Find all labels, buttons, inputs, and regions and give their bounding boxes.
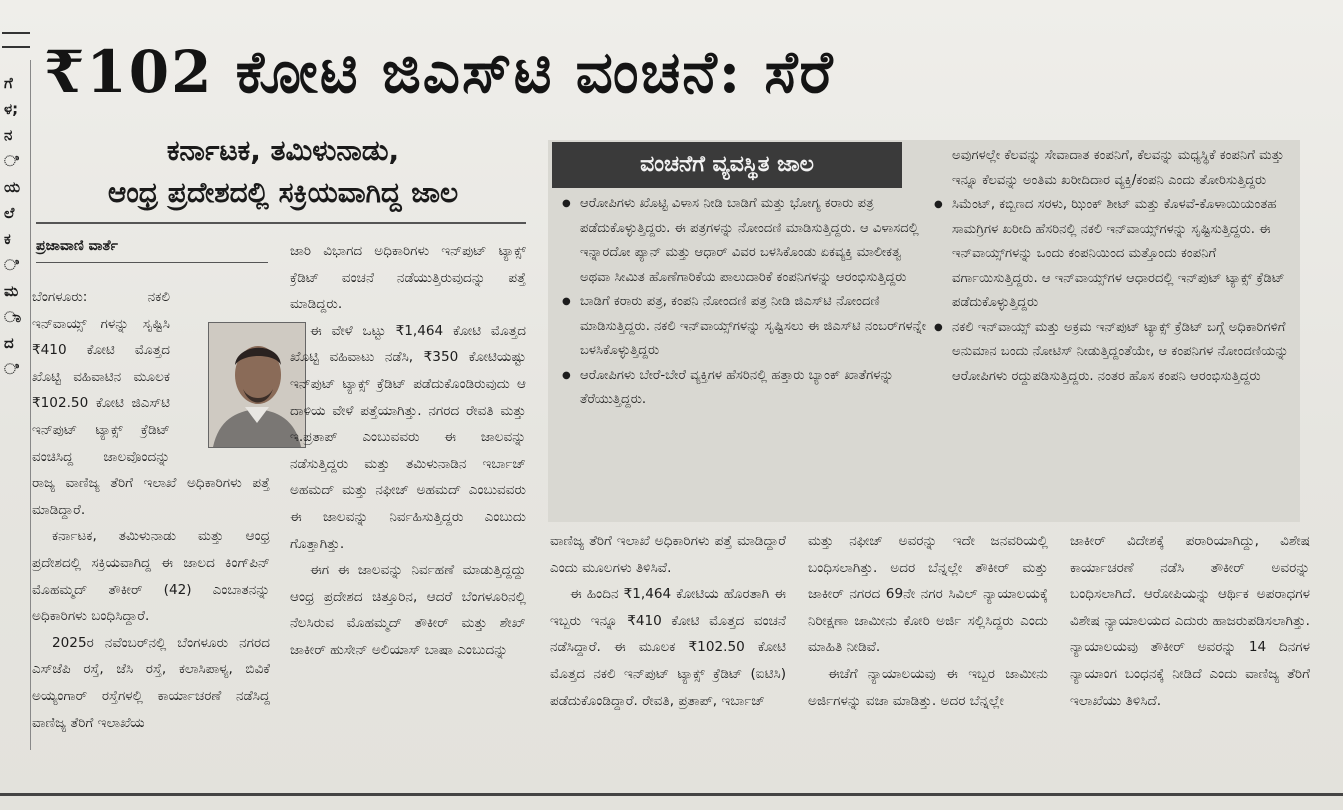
column-divider-lines	[2, 32, 30, 48]
col2-paragraph-3: ಈಗ ಈ ಜಾಲವನ್ನು ನಿರ್ವಹಣೆ ಮಾಡುತ್ತಿದ್ದದ್ದು ಆಂಧ್ರ ಪ್ರದೇಶದ ಚಿತ್ತೂರಿನ, ಆದರೆ ಬೆಂಗಳೂರಿನಲ್ಲಿ ನೆಲಸಿರುವ ಮೊಹಮ್ಮದ್ ತೌಕೀರ್ ಮತ್ತು ಶೇಖ್ ಜಾಕೀರ್ ಹುಸೇನ್ ಅಲಿಯಾಸ್ ಬಾಷಾ ಎಂಬುದನ್ನು	[290, 562, 526, 658]
col3-paragraph-2: ಈ ಹಿಂದಿನ ₹1,464 ಕೋಟಿಯ ಹೊರತಾಗಿ ಈ ಇಬ್ಬರು ಇನ್ನೂ ₹410 ಕೋಟಿ ಮೊತ್ತದ ವಂಚನೆ ನಡೆಸಿದ್ದಾರೆ. ಈ ಮೂಲಕ ₹102.50 ಕೋಟಿ ಮೊತ್ತದ ನಕಲಿ ಇನ್‌ಪುಟ್ ಟ್ಯಾಕ್ಸ್ ಕ್ರೆಡಿಟ್ (ಐಟಿಸಿ) ಪಡೆದುಕೊಂಡಿದ್ದಾರೆ. ರೇವತಿ, ಪ್ರತಾಪ್, ಇರ್ಬಾಜ್	[550, 586, 786, 709]
col3-paragraph-1: ವಾಣಿಜ್ಯ ತೆರಿಗೆ ಇಲಾಖೆ ಅಧಿಕಾರಿಗಳು ಪತ್ತೆ ಮಾಡಿದ್ದಾರೆ ಎಂದು ಮೂಲಗಳು ತಿಳಿಸಿವೆ.	[550, 533, 786, 576]
info-box-column-1	[560, 192, 930, 512]
info-box-bullet: ● ಆರೋಪಿಗಳು ಬೇರೆ-ಬೇರೆ ವ್ಯಕ್ತಿಗಳ ಹೆಸರಿನಲ್ಲಿ ಹತ್ತಾರು ಬ್ಯಾಂಕ್ ಖಾತೆಗಳನ್ನು ತೆರೆಯುತ್ತಿದ್ದರು.	[560, 364, 930, 413]
strip-fragment: ಗೆ	[4, 74, 13, 92]
strip-fragment: ಾ	[4, 308, 22, 326]
page-bottom-rule	[0, 793, 1343, 796]
strip-fragment: ದ	[4, 334, 14, 352]
info-box-title: ವಂಚನೆಗೆ ವ್ಯವಸ್ಥಿತ ಜಾಲ	[552, 142, 902, 188]
col5-paragraph-1: ಜಾಕೀರ್ ವಿದೇಶಕ್ಕೆ ಪರಾರಿಯಾಗಿದ್ದು, ವಿಶೇಷ ಕಾರ್ಯಾಚರಣೆ ನಡೆಸಿ ತೌಕೀರ್ ಅವರನ್ನು ಬಂಧಿಸಲಾಗಿದೆ. ಆರೋಪಿಯನ್ನು ಆರ್ಥಿಕ ಅಪರಾಧಗಳ ವಿಶೇಷ ನ್ಯಾಯಾಲಯದ ಎದುರು ಹಾಜರುಪಡಿಸಲಾಗಿತ್ತು. ನ್ಯಾಯಾಲಯವು ತೌಕೀರ್ ಅವರನ್ನು 14 ದಿನಗಳ ನ್ಯಾಯಾಂಗ ಬಂಧನಕ್ಕೆ ನೀಡಿದೆ ಎಂದು ವಾಣಿಜ್ಯ ತೆರಿಗೆ ಇಲಾಖೆಯು ತಿಳಿಸಿದೆ.	[1070, 533, 1310, 709]
subheadline	[40, 130, 526, 214]
strip-fragment: ನ	[4, 126, 13, 144]
article-column-3	[550, 528, 786, 778]
info-box-column-2	[932, 144, 1292, 516]
subheadline-line-2: ಆಂಧ್ರ ಪ್ರದೇಶದಲ್ಲಿ ಸಕ್ರಿಯವಾಗಿದ್ದ ಜಾಲ	[107, 176, 459, 209]
info-box-bullet: ● ಸಿಮೆಂಟ್, ಕಬ್ಬಿಣದ ಸರಳು, ಝಿಂಕ್ ಶೀಟ್ ಮತ್ತು ಕೊಳವೆ-ಕೊಳಾಯಿಯಂತಹ ಸಾಮಗ್ರಿಗಳ ಖರೀದಿ ಹೆಸರಿನಲ್ಲಿ ನಕಲಿ ಇನ್‌ವಾಯ್ಸ್‌ಗಳನ್ನು ಸೃಷ್ಟಿಸುತ್ತಿದ್ದರು. ಈ ಇನ್‌ವಾಯ್ಸ್‌ಗಳನ್ನು ಒಂದು ಕಂಪನಿಯಿಂದ ಮತ್ತೊಂದು ಕಂಪನಿಗೆ ವರ್ಗಾಯಿಸುತ್ತಿದ್ದರು. ಆ ಇನ್‌ವಾಯ್ಸ್‌ಗಳ ಆಧಾರದಲ್ಲಿ ಇನ್‌ಪುಟ್ ಟ್ಯಾಕ್ಸ್ ಕ್ರೆಡಿಟ್ ಪಡೆದುಕೊಳ್ಳುತ್ತಿದ್ದರು	[932, 193, 1292, 316]
col1-paragraph-2: ಕರ್ನಾಟಕ, ತಮಿಳುನಾಡು ಮತ್ತು ಆಂಧ್ರ ಪ್ರದೇಶದಲ್ಲಿ ಸಕ್ರಿಯವಾಗಿದ್ದ ಈ ಜಾಲದ ಕಿಂಗ್‌ಪಿನ್ ಮೊಹಮ್ಮದ್ ತೌಕೀರ್ (42) ಎಂಬಾತನನ್ನು ಅಧಿಕಾರಿಗಳು ಬಂಧಿಸಿದ್ದಾರೆ.	[32, 528, 270, 625]
col1-paragraph-3: 2025ರ ನವೆಂಬರ್‌ನಲ್ಲಿ ಬೆಂಗಳೂರು ನಗರದ ಎಸ್‌ಜೆಪಿ ರಸ್ತೆ, ಜೆಸಿ ರಸ್ತೆ, ಕಲಾಸಿಪಾಳ್ಯ, ಬಿವಿಕೆ ಅಯ್ಯಂಗಾರ್ ರಸ್ತೆಗಳಲ್ಲಿ ಕಾರ್ಯಾಚರಣೆ ನಡೆಸಿದ್ದ ವಾಣಿಜ್ಯ ತೆರಿಗೆ ಇಲಾಖೆಯ	[32, 634, 270, 731]
headline: ₹102 ಕೋಟಿ ಜಿಎಸ್‌ಟಿ ವಂಚನೆ: ಸೆರೆ	[44, 38, 835, 106]
previous-article-fragment	[4, 70, 28, 382]
article-column-4	[808, 528, 1048, 778]
col4-paragraph-2: ಈಚೆಗೆ ನ್ಯಾಯಾಲಯವು ಈ ಇಬ್ಬರ ಜಾಮೀನು ಅರ್ಜಿಗಳನ್ನು ವಜಾ ಮಾಡಿತ್ತು. ಅದರ ಬೆನ್ನಲ್ಲೇ	[808, 665, 1048, 709]
info-box-continuation: ಅವುಗಳಲ್ಲೇ ಕೆಲವನ್ನು ಸೇವಾದಾತ ಕಂಪನಿಗೆ, ಕೆಲವನ್ನು ಮಧ್ಯಸ್ಥಿಕೆ ಕಂಪನಿಗೆ ಮತ್ತು ಇನ್ನೂ ಕೆಲವನ್ನು ಅಂತಿಮ ಖರೀದಿದಾರ ವ್ಯಕ್ತಿ/ಕಂಪನಿ ಎಂದು ತೋರಿಸುತ್ತಿದ್ದರು	[952, 148, 1285, 188]
subheadline-rule	[36, 222, 526, 224]
strip-fragment: ಿ	[4, 360, 19, 378]
byline: ಪ್ರಜಾವಾಣಿ ವಾರ್ತೆ	[36, 238, 118, 254]
info-box-bullet: ● ನಕಲಿ ಇನ್‌ವಾಯ್ಸ್ ಮತ್ತು ಅಕ್ರಮ ಇನ್‌ಪುಟ್ ಟ್ಯಾಕ್ಸ್ ಕ್ರೆಡಿಟ್ ಬಗ್ಗೆ ಅಧಿಕಾರಿಗಳಿಗೆ ಅನುಮಾನ ಬಂದು ನೋಟಿಸ್ ನೀಡುತ್ತಿದ್ದಂತೆಯೇ, ಆ ಕಂಪನಿಗಳ ನೋಂದಣಿಯನ್ನು ಆರೋಪಿಗಳು ರದ್ದುಪಡಿಸುತ್ತಿದ್ದರು. ನಂತರ ಹೊಸ ಕಂಪನಿ ಆರಂಭಿಸುತ್ತಿದ್ದರು	[932, 316, 1292, 390]
strip-fragment: ಿ	[4, 152, 19, 170]
article-column-5	[1070, 528, 1310, 778]
strip-fragment: ಯ	[4, 178, 21, 196]
strip-fragment: ಿ	[4, 256, 19, 274]
article-column-2	[290, 238, 526, 778]
subheadline-line-1: ಕರ್ನಾಟಕ, ತಮಿಳುನಾಡು,	[166, 134, 400, 167]
strip-fragment: ಕ	[4, 230, 11, 248]
col2-paragraph-1: ಜಾರಿ ವಿಭಾಗದ ಅಧಿಕಾರಿಗಳು ಇನ್‌ಪುಟ್ ಟ್ಯಾಕ್ಸ್ ಕ್ರೆಡಿಟ್ ವಂಚನೆ ನಡೆಯುತ್ತಿರುವುದನ್ನು ಪತ್ತೆ ಮಾಡಿದ್ದರು.	[290, 243, 526, 313]
col4-paragraph-1: ಮತ್ತು ನಫೀಜ್ ಅವರನ್ನು ಇದೇ ಜನವರಿಯಲ್ಲಿ ಬಂಧಿಸಲಾಗಿತ್ತು. ಅದರ ಬೆನ್ನಲ್ಲೇ ತೌಕೀರ್ ಮತ್ತು ಜಾಕೀರ್ ನಗರದ 69ನೇ ನಗರ ಸಿವಿಲ್ ನ್ಯಾಯಾಲಯಕ್ಕೆ ನಿರೀಕ್ಷಣಾ ಜಾಮೀನು ಕೋರಿ ಅರ್ಜಿ ಸಲ್ಲಿಸಿದ್ದರು ಎಂದು ಮಾಹಿತಿ ನೀಡಿವೆ.	[808, 533, 1048, 656]
previous-article-strip	[0, 60, 31, 750]
strip-fragment: ಮ	[4, 282, 19, 300]
col2-paragraph-2: ಈ ವೇಳೆ ಒಟ್ಟು ₹1,464 ಕೋಟಿ ಮೊತ್ತದ ಖೊಟ್ಟಿ ವಹಿವಾಟು ನಡೆಸಿ, ₹350 ಕೋಟಿಯಷ್ಟು ಇನ್‌ಪುಟ್ ಟ್ಯಾಕ್ಸ್ ಕ್ರೆಡಿಟ್ ಪಡೆದುಕೊಂಡಿರುವುದು ಆ ದಾಳಿಯ ವೇಳೆ ಪತ್ತೆಯಾಗಿತ್ತು. ನಗರದ ರೇವತಿ ಮತ್ತು ಇ.ಪ್ರತಾಪ್ ಎಂಬುವವರು ಈ ಜಾಲವನ್ನು ನಡೆಸುತ್ತಿದ್ದರು ಮತ್ತು ತಮಿಳುನಾಡಿನ ಇರ್ಬಾಜ್ ಅಹಮದ್ ಮತ್ತು ನಫೀಜ್ ಅಹಮದ್ ಎಂಬುವವರು ಈ ಜಾಲವನ್ನು ನಿರ್ವಹಿಸುತ್ತಿದ್ದರು ಎಂಬುದು ಗೊತ್ತಾಗಿತ್ತು.	[290, 322, 526, 552]
byline-rule	[36, 262, 268, 263]
strip-fragment: ಲೆ	[4, 204, 15, 222]
col1-paragraph-1: ಬೆಂಗಳೂರು: ನಕಲಿ ಇನ್‌ವಾಯ್ಸ್ ಗಳನ್ನು ಸೃಷ್ಟಿಸಿ ₹410 ಕೋಟಿ ಮೊತ್ತದ ಖೊಟ್ಟಿ ವಹಿವಾಟಿನ ಮೂಲಕ ₹102.50 ಕೋಟಿ ಜಿಎಸ್‌ಟಿ ಇನ್‌ಪುಟ್ ಟ್ಯಾಕ್ಸ್ ಕ್ರೆಡಿಟ್ ವಂಚಿಸಿದ್ದ ಜಾಲವೊಂದನ್ನು ರಾಜ್ಯ ವಾಣಿಜ್ಯ ತೆರಿಗೆ ಇಲಾಖೆ ಅಧಿಕಾರಿಗಳು ಪತ್ತೆ ಮಾಡಿದ್ದಾರೆ.	[32, 289, 270, 518]
info-box-bullet: ● ಬಾಡಿಗೆ ಕರಾರು ಪತ್ರ, ಕಂಪನಿ ನೋಂದಣಿ ಪತ್ರ ನೀಡಿ ಜಿಎಸ್‌ಟಿ ನೋಂದಣಿ ಮಾಡಿಸುತ್ತಿದ್ದರು. ನಕಲಿ ಇನ್‌ವಾಯ್ಸ್‌ಗಳನ್ನು ಸೃಷ್ಟಿಸಲು ಈ ಜಿಎಸ್‌ಟಿ ನಂಬರ್‌ಗಳನ್ನೇ ಬಳಸಿಕೊಳ್ಳುತ್ತಿದ್ದರು	[560, 290, 930, 364]
info-box-bullet: ● ಆರೋಪಿಗಳು ಖೊಟ್ಟಿ ವಿಳಾಸ ನೀಡಿ ಬಾಡಿಗೆ ಮತ್ತು ಭೋಗ್ಯ ಕರಾರು ಪತ್ರ ಪಡೆದುಕೊಳ್ಳುತ್ತಿದ್ದರು. ಈ ಪತ್ರಗಳನ್ನು ನೋಂದಣಿ ಮಾಡಿಸುತ್ತಿದ್ದರು. ಆ ವಿಳಾಸದಲ್ಲಿ ಇನ್ನಾರದೋ ಪ್ಯಾನ್ ಮತ್ತು ಆಧಾರ್ ವಿವರ ಬಳಸಿಕೊಂಡು ಏಕವ್ಯಕ್ತಿ ಮಾಲೀಕತ್ವ ಅಥವಾ ಸೀಮಿತ ಹೊಣೆಗಾರಿಕೆಯ ಪಾಲುದಾರಿಕೆ ಕಂಪನಿಗಳನ್ನು ಆರಂಭಿಸುತ್ತಿದ್ದರು	[560, 192, 930, 290]
strip-fragment: ಳ;	[4, 100, 19, 118]
